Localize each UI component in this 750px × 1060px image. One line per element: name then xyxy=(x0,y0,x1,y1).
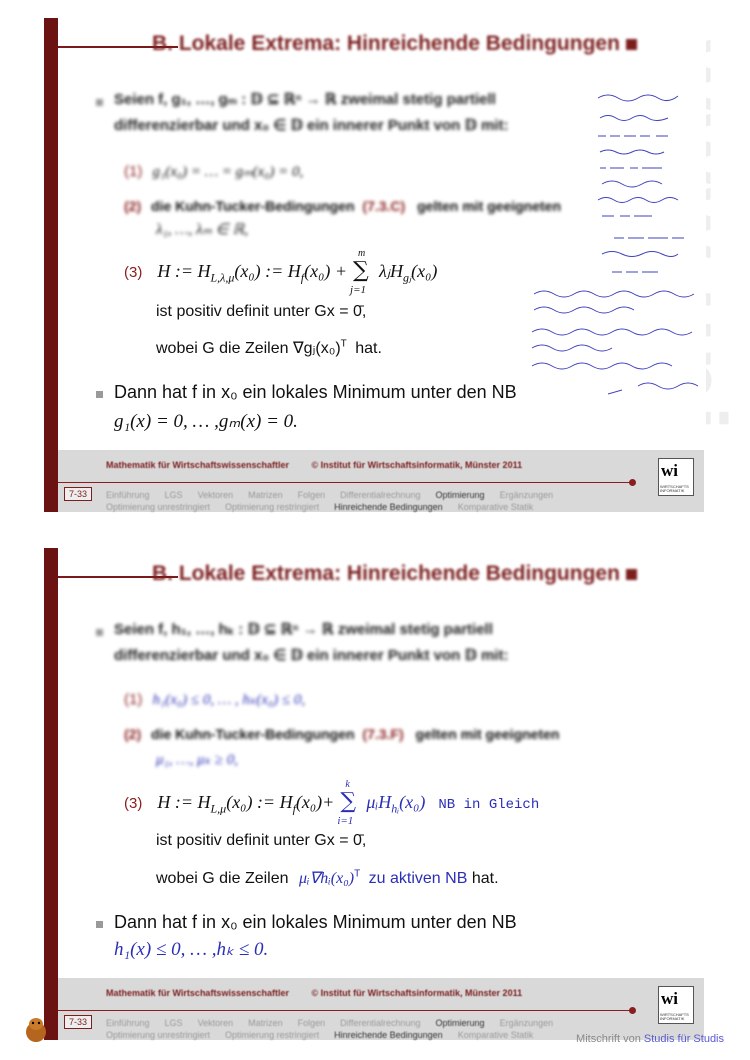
condition-2-ref: (7.3.F) xyxy=(362,726,404,742)
superscript: T xyxy=(340,338,347,350)
formula-part: (x₀) := H xyxy=(226,792,293,812)
slide-title xyxy=(152,562,637,586)
conclusion-line-1: Dann hat f in x₀ ein lokales Minimum unter den NB xyxy=(114,382,517,402)
logo-mark: wi xyxy=(661,461,678,480)
footer-separator xyxy=(58,482,634,483)
page-number: 7-33 xyxy=(64,487,92,501)
formula-subscript: L,λ,μ xyxy=(210,270,235,285)
sum-upper: k xyxy=(345,779,350,791)
superscript: T xyxy=(354,868,361,880)
slide-accent-bar xyxy=(44,18,58,512)
mascot-icon xyxy=(22,1014,50,1044)
nav-link[interactable]: Matrizen xyxy=(248,1018,283,1028)
formula-part: H := H xyxy=(157,792,211,812)
condition-3-line-3 xyxy=(156,868,499,888)
footer-course: Mathematik für Wirtschaftswissenschaftler xyxy=(106,460,289,470)
handwritten-annotation: NB in Gleich xyxy=(438,797,540,813)
premise-line-1: Seien f, h₁, …, hₖ : 𝔻 ⊆ ℝⁿ → ℝ zweimal stetig partiell xyxy=(114,621,493,638)
formula-part: (x₀) xyxy=(399,792,426,812)
premise-line-2: differenzierbar und x₀ ∈ 𝔻 ein innerer Punkt von 𝔻 mit: xyxy=(114,647,509,664)
nav-link-active[interactable]: Optimierung xyxy=(435,1018,485,1028)
nav-link[interactable]: Komparative Statik xyxy=(457,1030,534,1040)
condition-2-tail: gelten mit geeigneten xyxy=(417,198,562,214)
nav-link-active[interactable]: Hinreichende Bedingungen xyxy=(334,1030,443,1040)
condition-3-line-2: ist positiv definit unter Gx = 0̄, xyxy=(156,303,367,320)
nav-link[interactable]: Vektoren xyxy=(197,1018,234,1028)
condition-3-line-3-tail: hat. xyxy=(471,870,499,887)
condition-1 xyxy=(124,690,305,709)
slide-footer xyxy=(58,450,704,512)
nav-link[interactable]: Optimierung restringiert xyxy=(225,502,320,512)
logo-label: WIRTSCHAFTS INFORMATIK xyxy=(660,1012,689,1021)
footer-title xyxy=(106,988,542,998)
footer-title xyxy=(106,460,542,470)
slide-footer xyxy=(58,978,704,1040)
nav-link[interactable]: Einführung xyxy=(106,1018,150,1028)
bottom-note-prefix: Mitschrift von xyxy=(576,1033,641,1045)
slide-2 xyxy=(44,548,706,1040)
premise-line-1: Seien f, g₁, …, gₘ : 𝔻 ⊆ ℝⁿ → ℝ zweimal stetig partiell xyxy=(114,91,496,108)
formula-subscript: hᵢ xyxy=(391,801,400,816)
formula-part: (x₀) + xyxy=(304,261,348,281)
footer-separator-dot xyxy=(629,1007,636,1014)
condition-1 xyxy=(124,162,303,181)
premise-line-2: differenzierbar und x₀ ∈ 𝔻 ein innerer Punkt von 𝔻 mit: xyxy=(114,117,509,134)
bullet-icon xyxy=(96,99,103,106)
conclusion-line-2: h₁(x) ≤ 0, … ,hₖ ≤ 0. xyxy=(114,939,269,960)
condition-3-line-3 xyxy=(156,338,382,358)
nav-link[interactable]: LGS xyxy=(164,1018,183,1028)
nav-link[interactable]: Einführung xyxy=(106,490,150,500)
condition-3-formula xyxy=(124,779,540,828)
condition-2-multipliers: λ₁, …, λₘ ∈ ℝ, xyxy=(156,222,249,238)
sum-symbol: k ∑ i=1 xyxy=(337,779,357,828)
formula-part: (x₀)+ xyxy=(295,792,335,812)
formula-part: H := H xyxy=(157,261,211,281)
footer-nav-row-2 xyxy=(106,502,548,512)
nav-link[interactable]: Matrizen xyxy=(248,490,283,500)
sum-symbol: m ∑ j=1 xyxy=(350,248,369,297)
condition-3-number: (3) xyxy=(124,264,143,281)
bottom-note xyxy=(576,1033,724,1045)
formula-part: μᵢH xyxy=(366,792,392,812)
handwritten-notes xyxy=(528,88,704,398)
footer-copyright: © Institut für Wirtschaftsinformatik, Münster 2011 xyxy=(311,460,523,470)
conclusion-line-2: g₁(x) = 0, … ,gₘ(x) = 0. xyxy=(114,411,298,432)
sum-lower: j=1 xyxy=(350,284,367,297)
condition-3-line-3-text: wobei G die Zeilen ∇gⱼ(x₀) xyxy=(156,340,341,357)
condition-1-text: g₁(x₀) = … = gₘ(x₀) = 0, xyxy=(152,164,304,180)
slide-title-text: B. Lokale Extrema: Hinreichende Bedingungen xyxy=(152,32,620,55)
logo-mark: wi xyxy=(661,989,678,1008)
condition-2-ref: (7.3.C) xyxy=(362,198,406,214)
footer-separator xyxy=(58,1010,634,1011)
nav-link-active[interactable]: Hinreichende Bedingungen xyxy=(334,502,443,512)
condition-2-text: die Kuhn-Tucker-Bedingungen xyxy=(151,726,355,742)
bullet-icon xyxy=(96,921,103,928)
nav-link-active[interactable]: Optimierung xyxy=(435,490,485,500)
formula-part: (x₀) := H xyxy=(234,261,301,281)
condition-3-blue-note: zu aktiven NB xyxy=(368,870,468,887)
condition-3-formula xyxy=(124,248,438,297)
nav-link[interactable]: Vektoren xyxy=(197,490,234,500)
formula-subscript: f xyxy=(300,270,305,285)
nav-link[interactable]: Komparative Statik xyxy=(457,502,534,512)
footer-nav-row-2 xyxy=(106,1030,548,1040)
wi-logo xyxy=(658,458,694,496)
condition-2-multipliers: μ₁, …, μₖ ≥ 0, xyxy=(156,752,238,768)
nav-link[interactable]: Ergänzungen xyxy=(499,1018,554,1028)
condition-1-text: h₁(x₀) ≤ 0, … , hₖ(x₀) ≤ 0, xyxy=(152,692,306,708)
condition-3-line-2: ist positiv definit unter Gx = 0̄, xyxy=(156,832,367,849)
conclusion-line-1: Dann hat f in x₀ ein lokales Minimum unter den NB xyxy=(114,912,517,932)
sum-lower: i=1 xyxy=(337,815,354,828)
condition-2 xyxy=(124,198,561,214)
nav-link[interactable]: Differentialrechnung xyxy=(340,490,421,500)
title-square-icon xyxy=(626,39,637,50)
bottom-note-link[interactable]: Studis für Studis xyxy=(643,1033,724,1045)
condition-3-line-3-tail: hat. xyxy=(355,340,382,357)
condition-3-number: (3) xyxy=(124,795,143,812)
nav-link[interactable]: Ergänzungen xyxy=(499,490,554,500)
slide-accent-bar xyxy=(44,548,58,1040)
footer-separator-dot xyxy=(629,479,636,486)
logo-label: WIRTSCHAFTS INFORMATIK xyxy=(660,484,689,493)
condition-2-number: (2) xyxy=(124,198,142,214)
condition-3-line-3-text: wobei G die Zeilen xyxy=(156,870,289,887)
footer-copyright: © Institut für Wirtschaftsinformatik, Münster 2011 xyxy=(311,988,523,998)
footer-nav-row-1 xyxy=(106,1018,568,1028)
nav-link[interactable]: Optimierung unrestringiert xyxy=(106,502,211,512)
sum-upper: m xyxy=(358,248,366,260)
formula-part: (x₀) xyxy=(411,261,438,281)
bullet-icon xyxy=(96,391,103,398)
formula-subscript: L,μ xyxy=(210,801,227,816)
footer-course: Mathematik für Wirtschaftswissenschaftler xyxy=(106,988,289,998)
condition-1-number: (1) xyxy=(124,691,143,708)
nav-link[interactable]: Differentialrechnung xyxy=(340,1018,421,1028)
wi-logo xyxy=(658,986,694,1024)
formula-part: λⱼH xyxy=(379,261,403,281)
formula-subscript: gⱼ xyxy=(403,270,412,285)
footer-nav-row-1 xyxy=(106,490,568,500)
condition-3-blue-math: μᵢ∇hᵢ(x₀) xyxy=(298,870,355,887)
nav-link[interactable]: Folgen xyxy=(297,1018,326,1028)
condition-1-number: (1) xyxy=(124,163,143,180)
nav-link[interactable]: Folgen xyxy=(297,490,326,500)
nav-link[interactable]: Optimierung unrestringiert xyxy=(106,1030,211,1040)
slide-1 xyxy=(44,18,706,512)
page-number: 7-33 xyxy=(64,1015,92,1029)
condition-2-tail: gelten mit geeigneten xyxy=(415,726,560,742)
nav-link[interactable]: LGS xyxy=(164,490,183,500)
condition-2 xyxy=(124,726,559,742)
condition-2-text: die Kuhn-Tucker-Bedingungen xyxy=(151,198,355,214)
nav-link[interactable]: Optimierung restringiert xyxy=(225,1030,320,1040)
slide-title xyxy=(152,32,637,56)
bullet-icon xyxy=(96,629,103,636)
formula-subscript: f xyxy=(292,801,296,816)
title-square-icon xyxy=(626,569,637,580)
slide-title-text: B. Lokale Extrema: Hinreichende Bedingungen xyxy=(152,562,620,585)
condition-2-number: (2) xyxy=(124,726,142,742)
